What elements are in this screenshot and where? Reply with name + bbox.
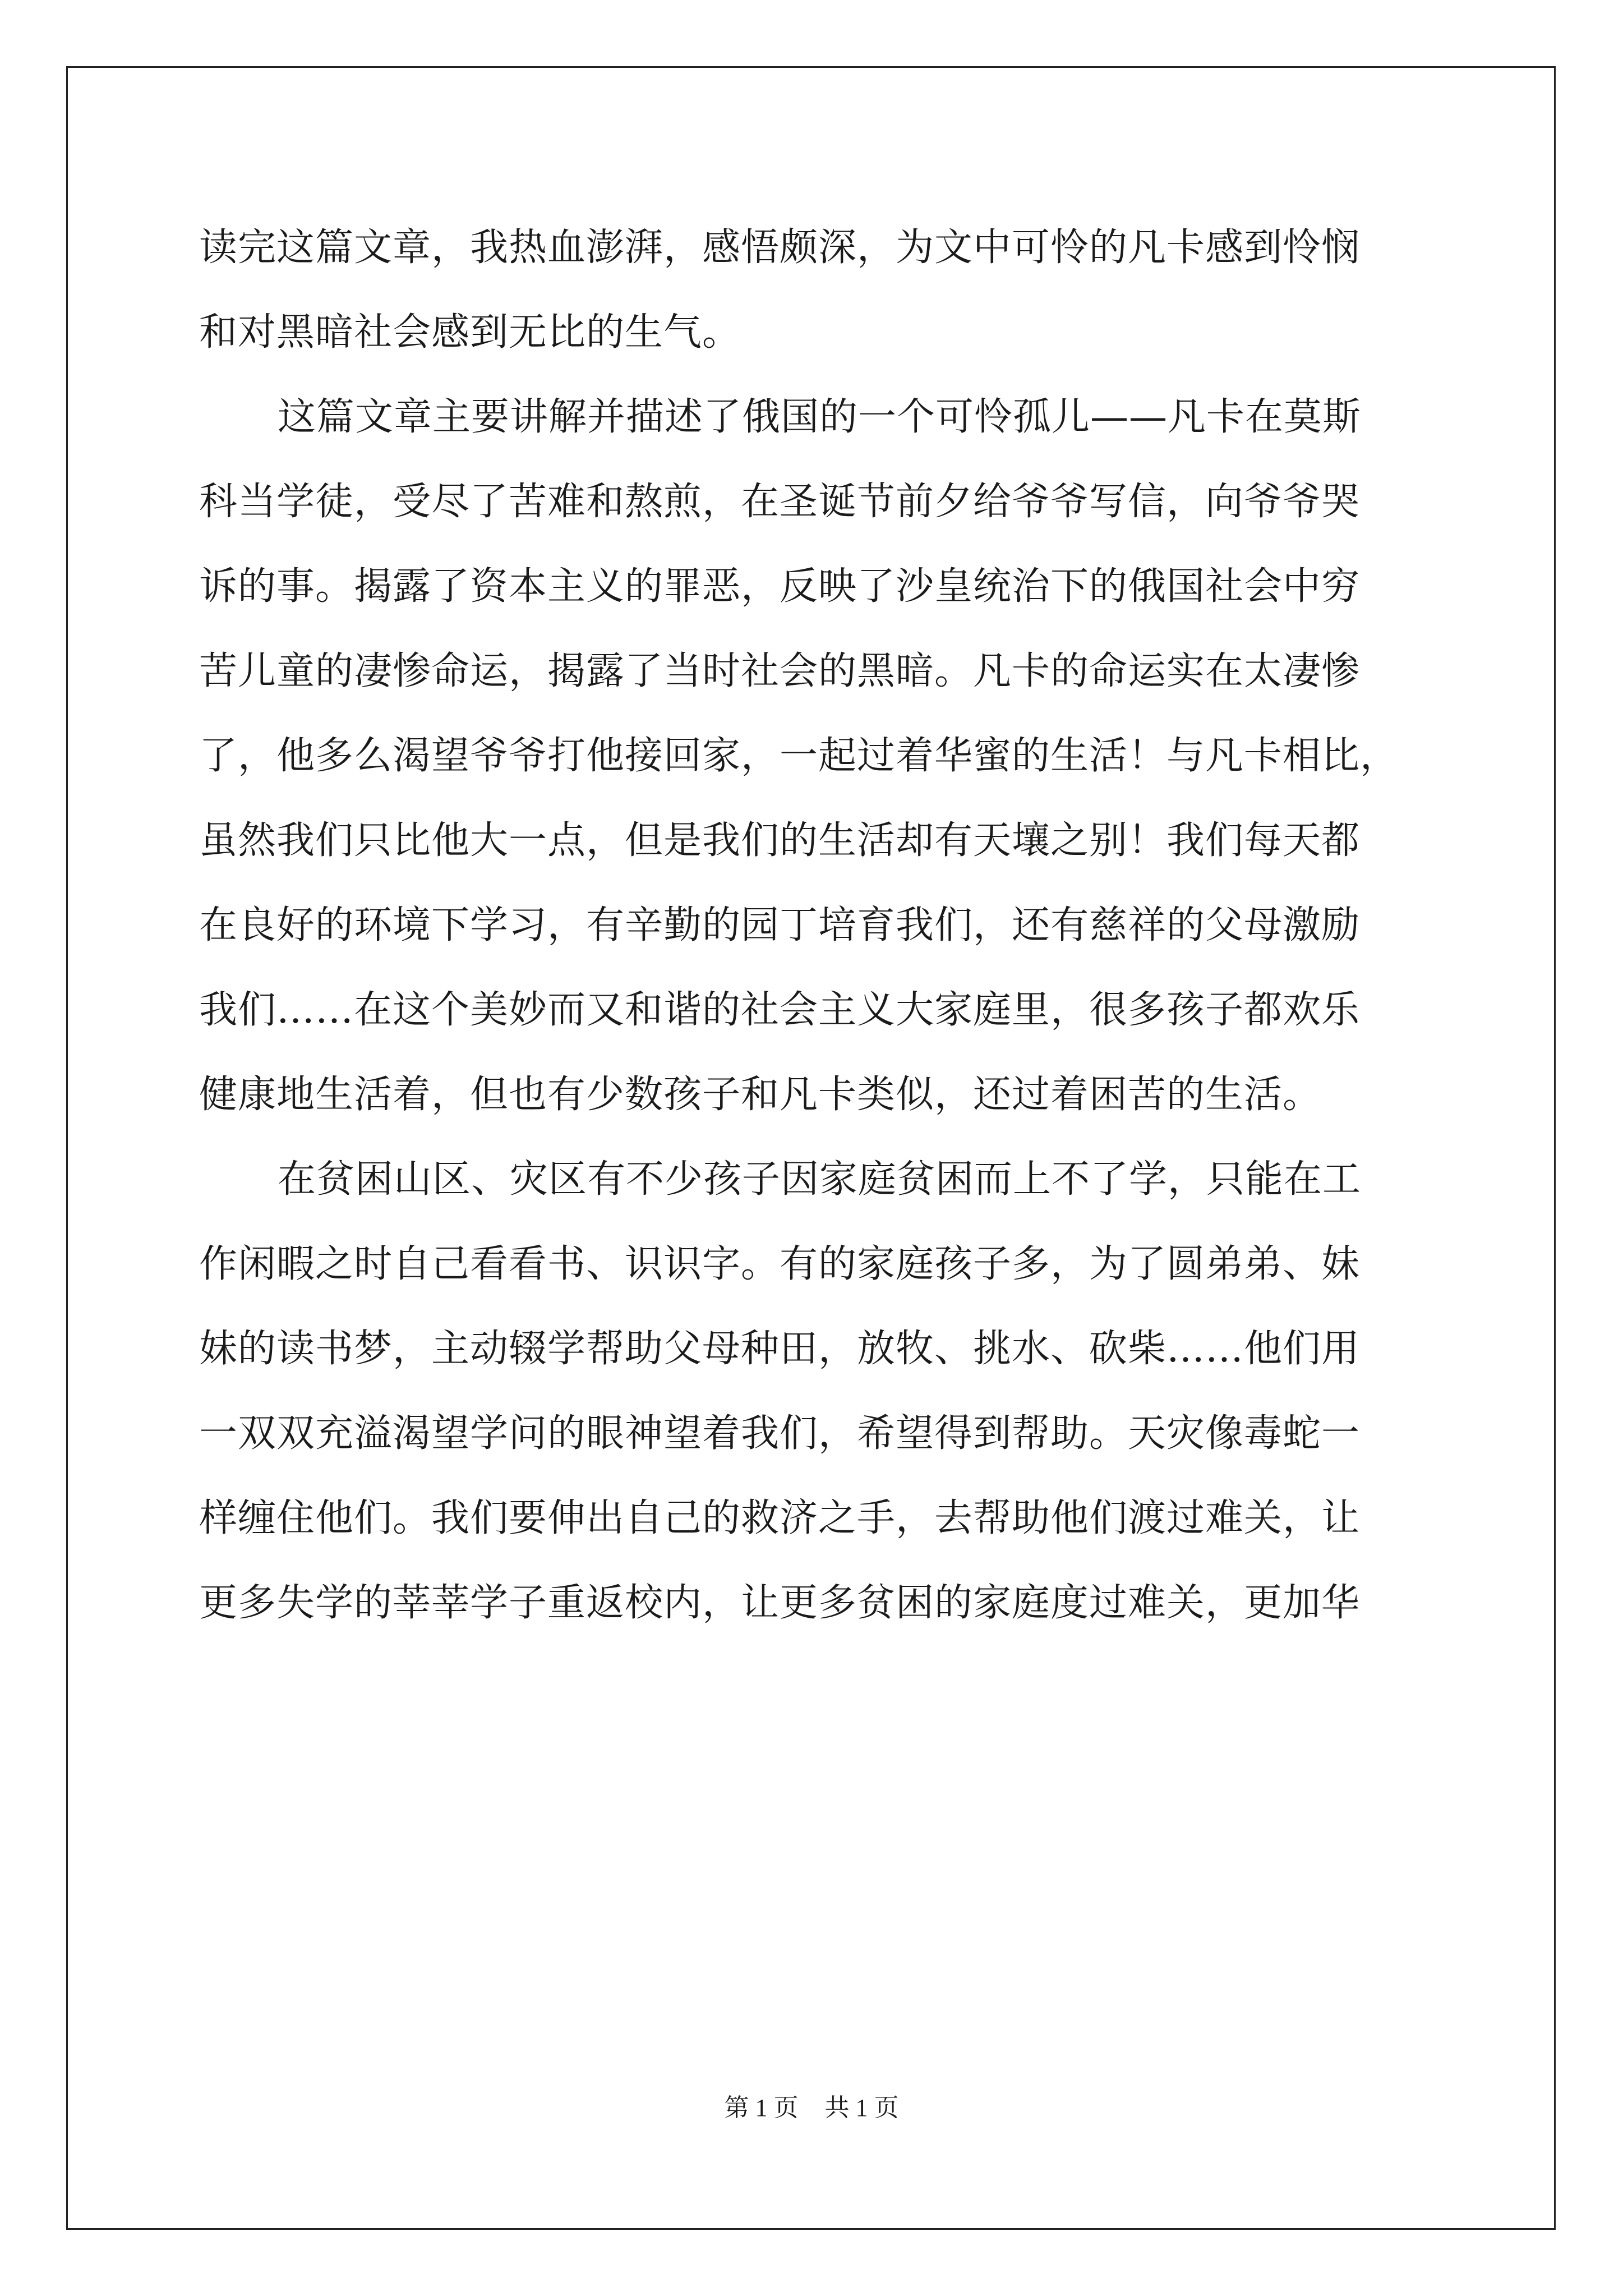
text-line: 了，他多么渴望爷爷打他接回家，一起过着华蜜的生活！与凡卡相比，: [199, 734, 1399, 778]
document-body: [199, 205, 1430, 1645]
page-number: 第 1 页: [724, 2094, 799, 2122]
text-line: 苦儿童的凄惨命运，揭露了当时社会的黑暗。凡卡的命运实在太凄惨: [199, 649, 1361, 693]
page-total: 共 1 页: [824, 2094, 899, 2122]
text-line: 作闲暇之时自己看看书、识识字。有的家庭孩子多，为了圆弟弟、妹: [199, 1242, 1361, 1286]
text-line: 诉的事。揭露了资本主义的罪恶，反映了沙皇统治下的俄国社会中穷: [199, 564, 1361, 609]
text-line: 科当学徒，受尽了苦难和熬煎，在圣诞节前夕给爷爷写信，向爷爷哭: [199, 480, 1361, 524]
text-line: 一双双充溢渴望学问的眼神望着我们，希望得到帮助。天灾像毒蛇一: [199, 1411, 1361, 1456]
page-footer: [0, 2091, 1623, 2125]
text-line: 样缠住他们。我们要伸出自己的救济之手，去帮助他们渡过难关，让: [199, 1496, 1361, 1540]
text-line: 读完这篇文章，我热血澎湃，感悟颇深，为文中可怜的凡卡感到怜悯: [199, 226, 1361, 270]
text-line: 和对黑暗社会感到无比的生气。: [199, 310, 741, 355]
text-line: 健康地生活着，但也有少数孩子和凡卡类似，还过着困苦的生活。: [199, 1073, 1322, 1117]
text-line: 虽然我们只比他大一点，但是我们的生活却有天壤之别！我们每天都: [199, 818, 1361, 863]
text-line: 更多失学的莘莘学子重返校内，让更多贫困的家庭度过难关，更加华: [199, 1581, 1361, 1625]
text-line: 我们……在这个美妙而又和谐的社会主义大家庭里，很多孩子都欢乐: [199, 988, 1361, 1032]
text-line: 在良好的环境下学习，有辛勤的园丁培育我们，还有慈祥的父母激励: [199, 903, 1361, 947]
paragraph-start-line: 在贫困山区、灾区有不少孩子因家庭贫困而上不了学，只能在工: [278, 1157, 1362, 1202]
text-line: 妹的读书梦，主动辍学帮助父母种田，放牧、挑水、砍柴……他们用: [199, 1327, 1361, 1371]
paragraph-start-line: 这篇文章主要讲解并描述了俄国的一个可怜孤儿——凡卡在莫斯: [278, 395, 1362, 439]
